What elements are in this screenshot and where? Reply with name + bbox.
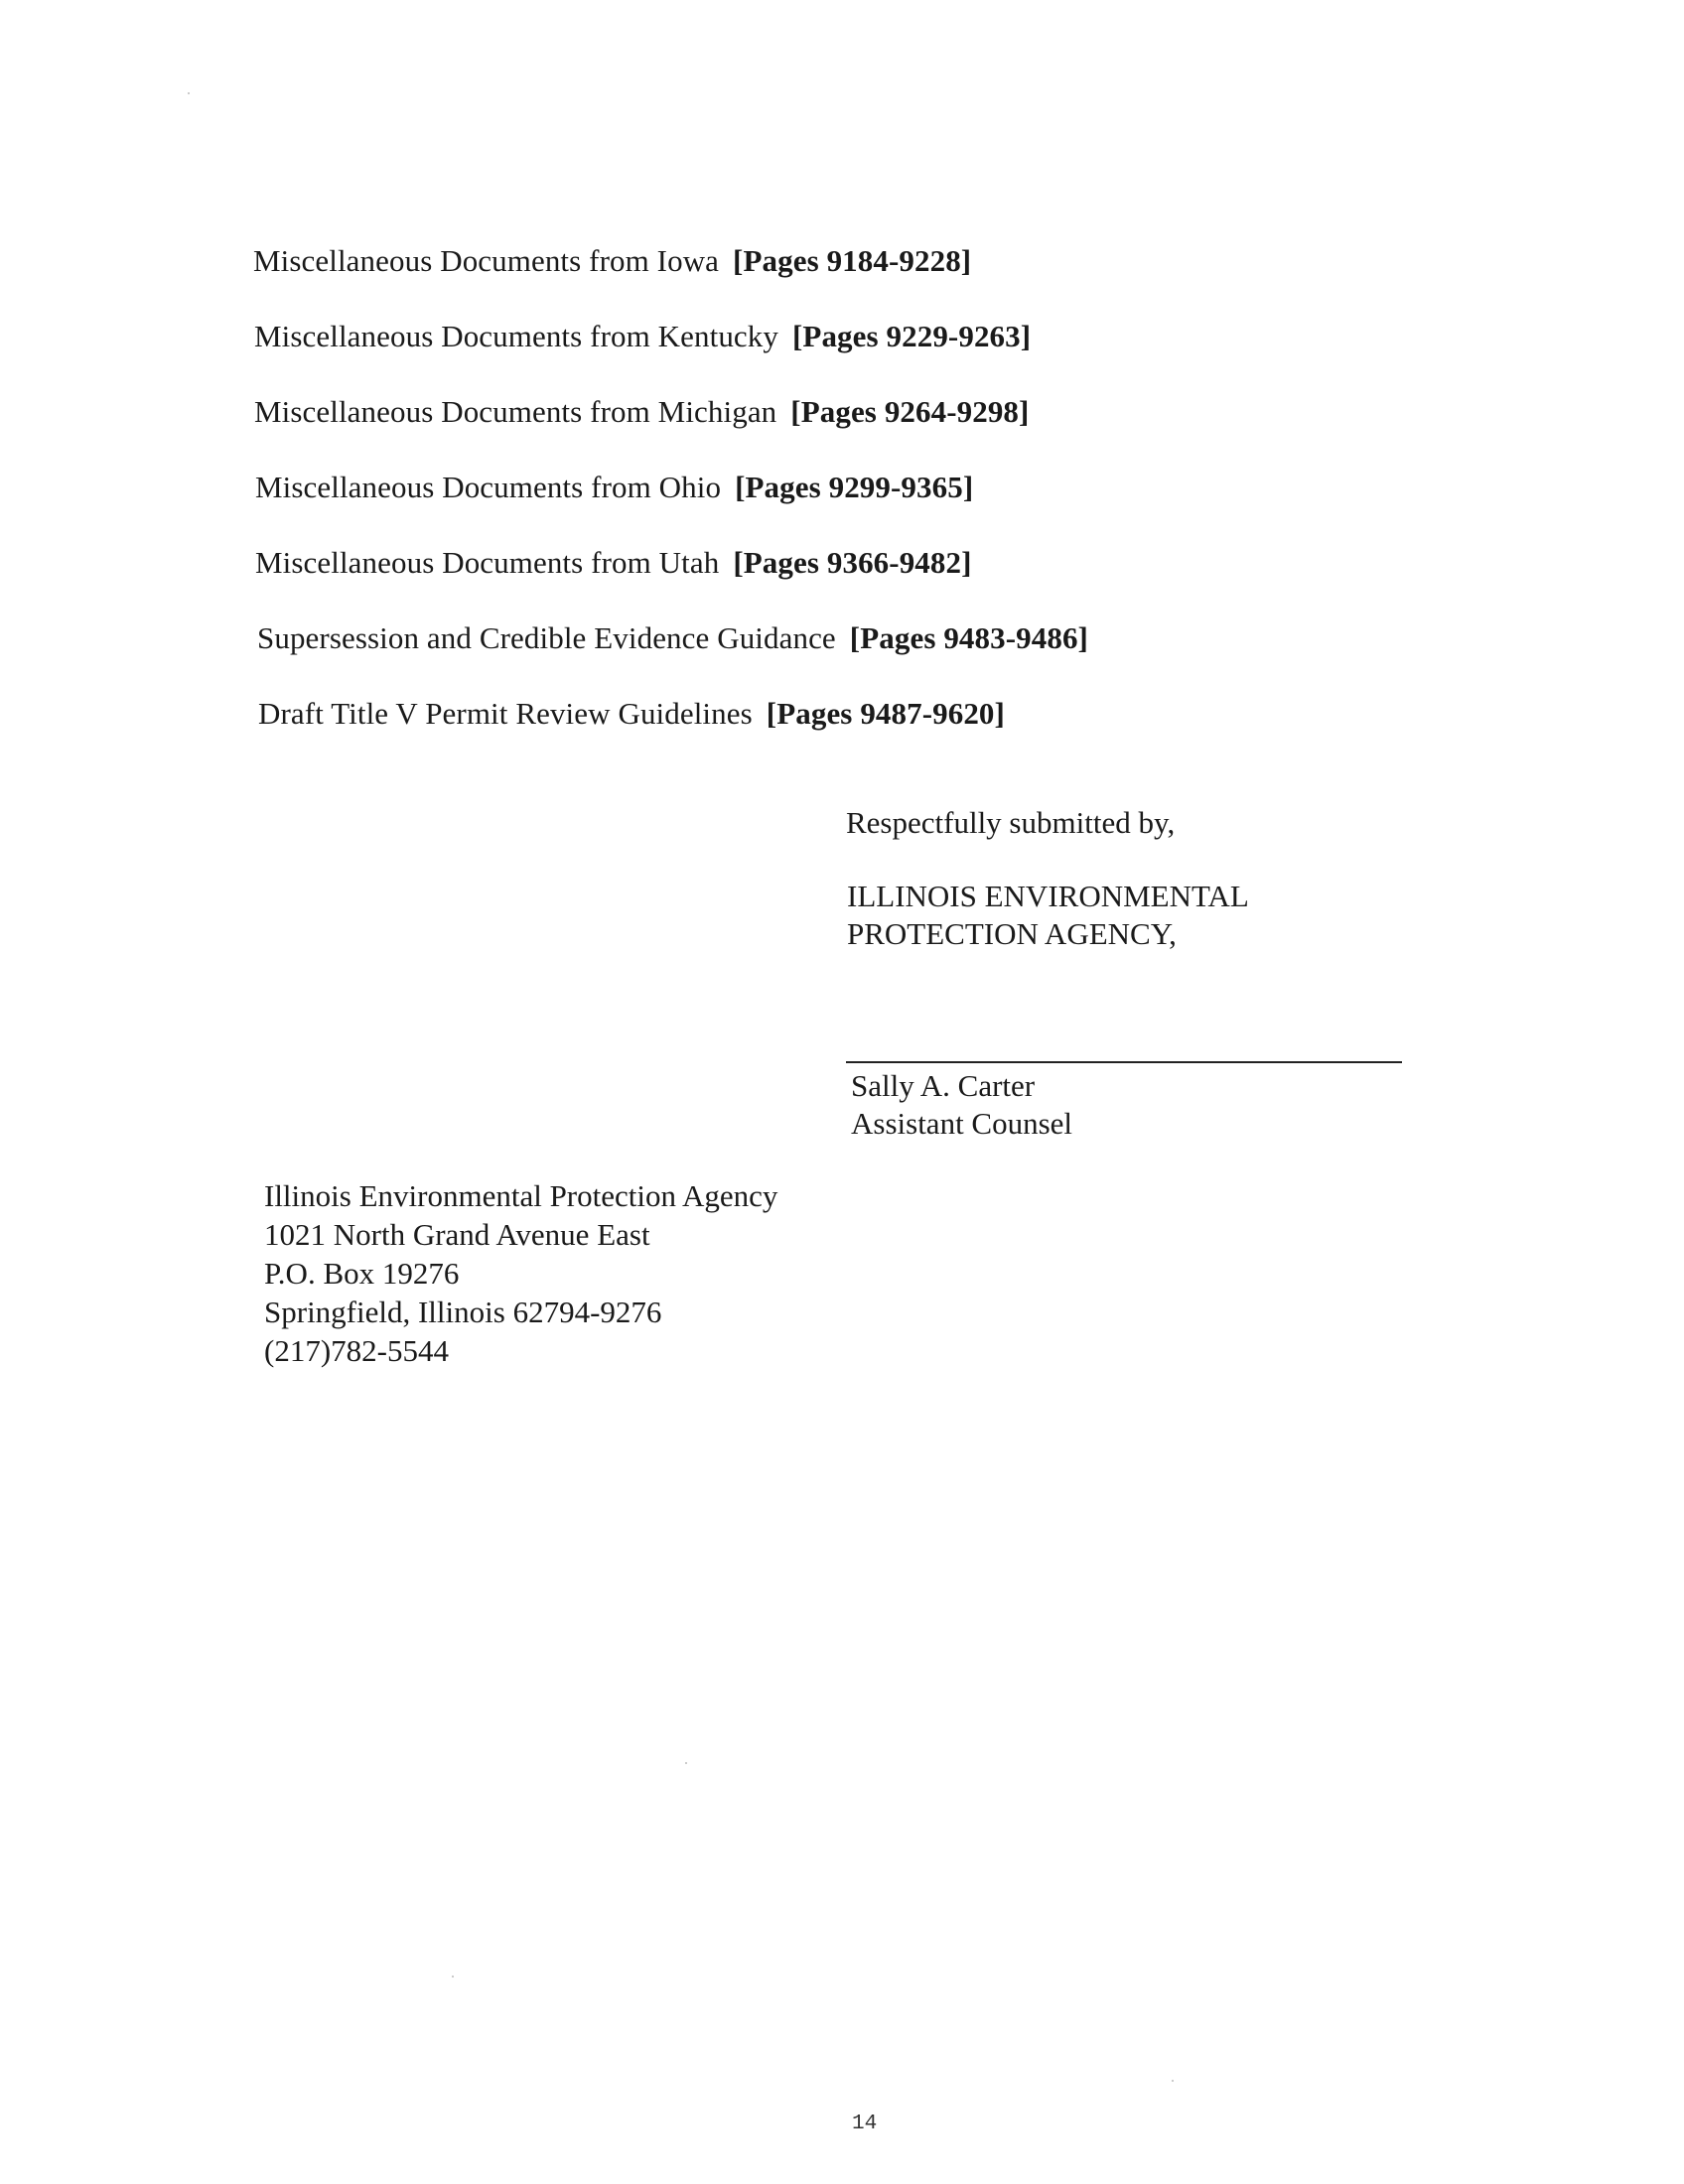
entry-pages: [Pages 9229-9263] [792, 319, 1032, 353]
scan-speck [188, 92, 190, 94]
signer-name: Sally A. Carter [851, 1068, 1036, 1103]
entry-pages: [Pages 9299-9365] [735, 470, 974, 504]
entry-supersession [257, 620, 1088, 656]
address-line: 1021 North Grand Avenue East [264, 1217, 650, 1252]
address-line: Springfield, Illinois 62794-9276 [264, 1295, 662, 1329]
entry-michigan [254, 394, 1029, 430]
org-name-line1: ILLINOIS ENVIRONMENTAL [847, 879, 1249, 913]
entry-pages: [Pages 9264-9298] [790, 394, 1030, 429]
page-number: 14 [852, 2113, 878, 2135]
address-phone: (217)782-5544 [264, 1333, 449, 1368]
entry-pages: [Pages 9184-9228] [733, 243, 972, 278]
entry-title: Miscellaneous Documents from Michigan [254, 394, 777, 429]
org-name-line2: PROTECTION AGENCY, [847, 916, 1177, 951]
entry-title: Miscellaneous Documents from Ohio [255, 470, 722, 504]
entry-iowa [253, 243, 971, 279]
entry-title: Supersession and Credible Evidence Guidance [257, 620, 836, 655]
address-line: Illinois Environmental Protection Agency [264, 1178, 778, 1213]
scan-speck [685, 1762, 687, 1764]
entry-title: Miscellaneous Documents from Iowa [253, 243, 720, 278]
signature-line [846, 1061, 1402, 1063]
entry-ohio [255, 470, 973, 505]
signer-title: Assistant Counsel [851, 1106, 1073, 1141]
entry-pages: [Pages 9366-9482] [733, 545, 972, 580]
agency-address [264, 1176, 777, 1370]
entry-kentucky [254, 319, 1031, 354]
entry-title-v [258, 696, 1005, 732]
address-line: P.O. Box 19276 [264, 1256, 460, 1291]
entry-pages: [Pages 9483-9486] [849, 620, 1088, 655]
scan-speck [1172, 2080, 1174, 2082]
entry-title: Miscellaneous Documents from Kentucky [254, 319, 778, 353]
closing-text: Respectfully submitted by, [846, 805, 1176, 840]
entry-title: Miscellaneous Documents from Utah [255, 545, 720, 580]
entry-title: Draft Title V Permit Review Guidelines [258, 696, 753, 731]
scan-speck [452, 1976, 454, 1978]
entry-pages: [Pages 9487-9620] [766, 696, 1005, 731]
entry-utah [255, 545, 972, 581]
